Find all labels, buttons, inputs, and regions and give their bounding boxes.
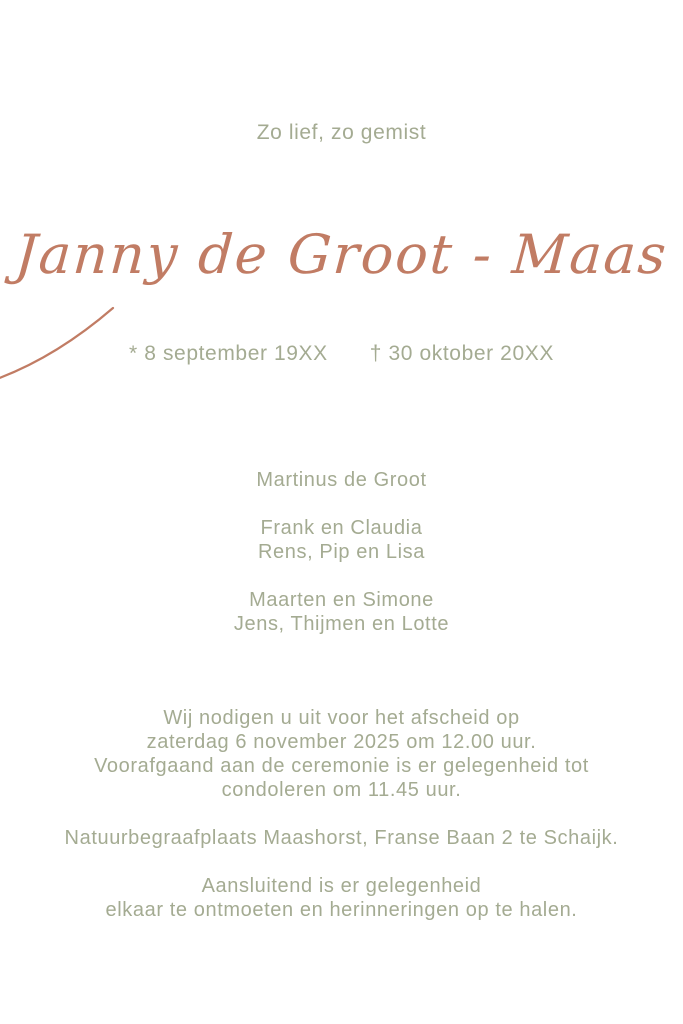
spouse-name: Martinus de Groot (256, 469, 427, 491)
invitation-line: Voorafgaand aan de ceremonie is er gelegenheid tot (94, 755, 589, 777)
family-group-2 (0, 588, 683, 636)
family-line: Maarten en Simone (249, 589, 434, 611)
invitation-line: Wij nodigen u uit voor het afscheid op (163, 707, 520, 729)
location-text: Natuurbegraafplaats Maashorst, Franse Baan 2 te Schaijk. (64, 827, 619, 849)
family-names (0, 468, 683, 636)
death-date: † 30 oktober 20XX (369, 342, 554, 365)
closing-line: Aansluitend is er gelegenheid (201, 875, 482, 897)
life-dates (0, 342, 683, 366)
family-line: Jens, Thijmen en Lotte (233, 613, 450, 635)
closing-line: elkaar te ontmoeten en herinneringen op te halen. (105, 899, 578, 921)
birth-date: * 8 september 19XX (129, 342, 328, 365)
invitation-text (0, 706, 683, 802)
closing-text (0, 874, 683, 922)
invitation-line: zaterdag 6 november 2025 om 12.00 uur. (146, 731, 537, 753)
family-line: Frank en Claudia (260, 517, 423, 539)
opening-line: Zo lief, zo gemist (256, 121, 427, 144)
invitation-line: condoleren om 11.45 uur. (221, 779, 462, 801)
family-line: Rens, Pip en Lisa (258, 541, 425, 563)
family-group-1 (0, 516, 683, 564)
deceased-name: Janny de Groot - Maas (13, 223, 670, 286)
